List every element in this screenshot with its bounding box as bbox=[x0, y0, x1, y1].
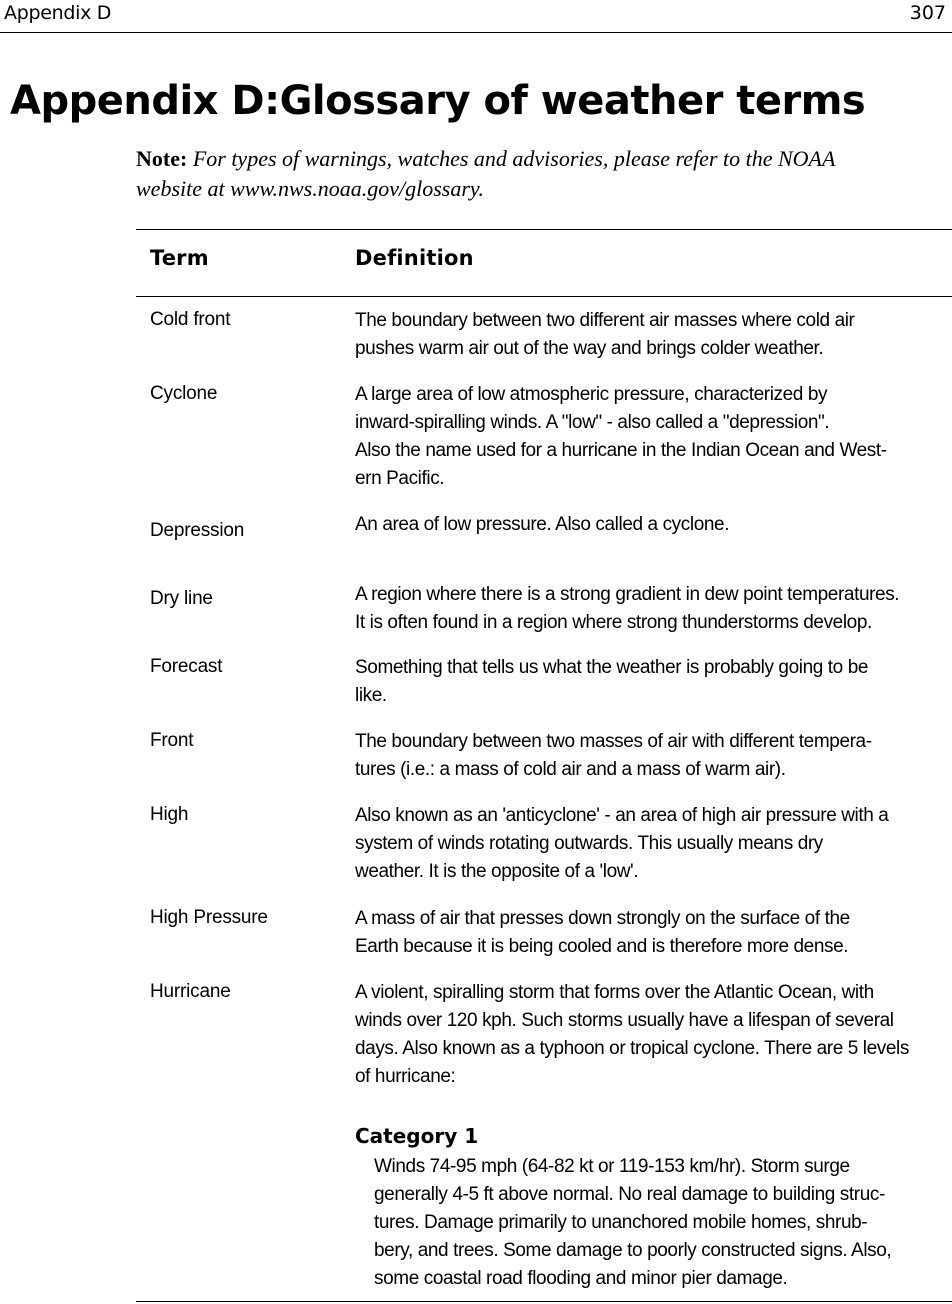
definition-line: ern Pacific. bbox=[355, 468, 445, 489]
definition-line: weather. It is the opposite of a 'low'. bbox=[355, 861, 639, 882]
definition-line: A large area of low atmospheric pressure, characterized by bbox=[355, 384, 828, 405]
running-header bbox=[0, 0, 952, 33]
definition-line: The boundary between two masses of air with different tempera- bbox=[355, 731, 872, 752]
definition-line: system of winds rotating outwards. This usually means dry bbox=[355, 833, 823, 854]
definition-high-pressure bbox=[355, 905, 947, 961]
term-cold-front: Cold front bbox=[150, 309, 231, 330]
note-text-line-2: website at www.nws.noaa.gov/glossary. bbox=[136, 176, 484, 201]
table-top-rule bbox=[136, 229, 952, 230]
term-front: Front bbox=[150, 730, 194, 751]
definition-line: An area of low pressure. Also called a cyclone. bbox=[355, 514, 730, 535]
page-number: 307 bbox=[909, 2, 946, 24]
term-forecast: Forecast bbox=[150, 656, 223, 677]
category-line: Winds 74-95 mph (64-82 kt or 119-153 km/hr). Storm surge bbox=[374, 1156, 850, 1177]
definition-depression bbox=[355, 511, 947, 539]
definition-line: of hurricane: bbox=[355, 1066, 456, 1087]
term-depression: Depression bbox=[150, 520, 245, 541]
definition-line: The boundary between two different air masses where cold air bbox=[355, 310, 855, 331]
definition-line: Something that tells us what the weather is probably going to be bbox=[355, 657, 869, 678]
definition-line: days. Also known as a typhoon or tropical cyclone. There are 5 levels bbox=[355, 1038, 909, 1059]
definition-line: Also the name used for a hurricane in the Indian Ocean and West- bbox=[355, 440, 887, 461]
category-title: Category 1 bbox=[355, 1124, 479, 1148]
definition-line: A mass of air that presses down strongly on the surface of the bbox=[355, 908, 850, 929]
definition-cyclone bbox=[355, 381, 947, 493]
column-header-definition: Definition bbox=[355, 246, 474, 270]
term-high-pressure: High Pressure bbox=[150, 907, 268, 928]
note-text-line-1: For types of warnings, watches and advisories, please refer to the NOAA bbox=[192, 146, 836, 171]
term-hurricane: Hurricane bbox=[150, 981, 231, 1002]
definition-cold-front bbox=[355, 307, 947, 363]
definition-line: A region where there is a strong gradient in dew point temperatures. bbox=[355, 584, 900, 605]
definition-line: tures (i.e.: a mass of cold air and a mass of warm air). bbox=[355, 759, 786, 780]
table-bottom-rule bbox=[136, 1301, 952, 1302]
definition-line: winds over 120 kph. Such storms usually have a lifespan of several bbox=[355, 1010, 894, 1031]
category-line: some coastal road flooding and minor pier damage. bbox=[374, 1268, 788, 1289]
note-label: Note: bbox=[136, 146, 188, 171]
category-line: generally 4-5 ft above normal. No real damage to building struc- bbox=[374, 1184, 885, 1205]
category-line: tures. Damage primarily to unanchored mobile homes, shrub- bbox=[374, 1212, 868, 1233]
category-description bbox=[374, 1153, 948, 1293]
definition-line: It is often found in a region where strong thunderstorms develop. bbox=[355, 612, 872, 633]
definition-hurricane bbox=[355, 979, 947, 1091]
definition-forecast bbox=[355, 654, 947, 710]
table-header-rule bbox=[136, 296, 952, 297]
definition-line: like. bbox=[355, 685, 387, 706]
column-header-term: Term bbox=[150, 246, 209, 270]
term-dry-line: Dry line bbox=[150, 588, 213, 609]
definition-front bbox=[355, 728, 947, 784]
definition-dry-line bbox=[355, 581, 947, 637]
term-high: High bbox=[150, 804, 189, 825]
definition-line: Also known as an 'anticyclone' - an area of high air pressure with a bbox=[355, 805, 889, 826]
note bbox=[136, 144, 946, 204]
section-name: Appendix D bbox=[4, 2, 112, 24]
category-line: bery, and trees. Some damage to poorly constructed signs. Also, bbox=[374, 1240, 892, 1261]
definition-high bbox=[355, 802, 947, 886]
definition-line: Earth because it is being cooled and is therefore more dense. bbox=[355, 936, 849, 957]
definition-line: A violent, spiralling storm that forms over the Atlantic Ocean, with bbox=[355, 982, 874, 1003]
definition-line: inward-spiralling winds. A "low" - also called a "depression". bbox=[355, 412, 830, 433]
definition-line: pushes warm air out of the way and brings colder weather. bbox=[355, 338, 824, 359]
term-cyclone: Cyclone bbox=[150, 383, 218, 404]
page-title: Appendix D:Glossary of weather terms bbox=[10, 78, 866, 124]
